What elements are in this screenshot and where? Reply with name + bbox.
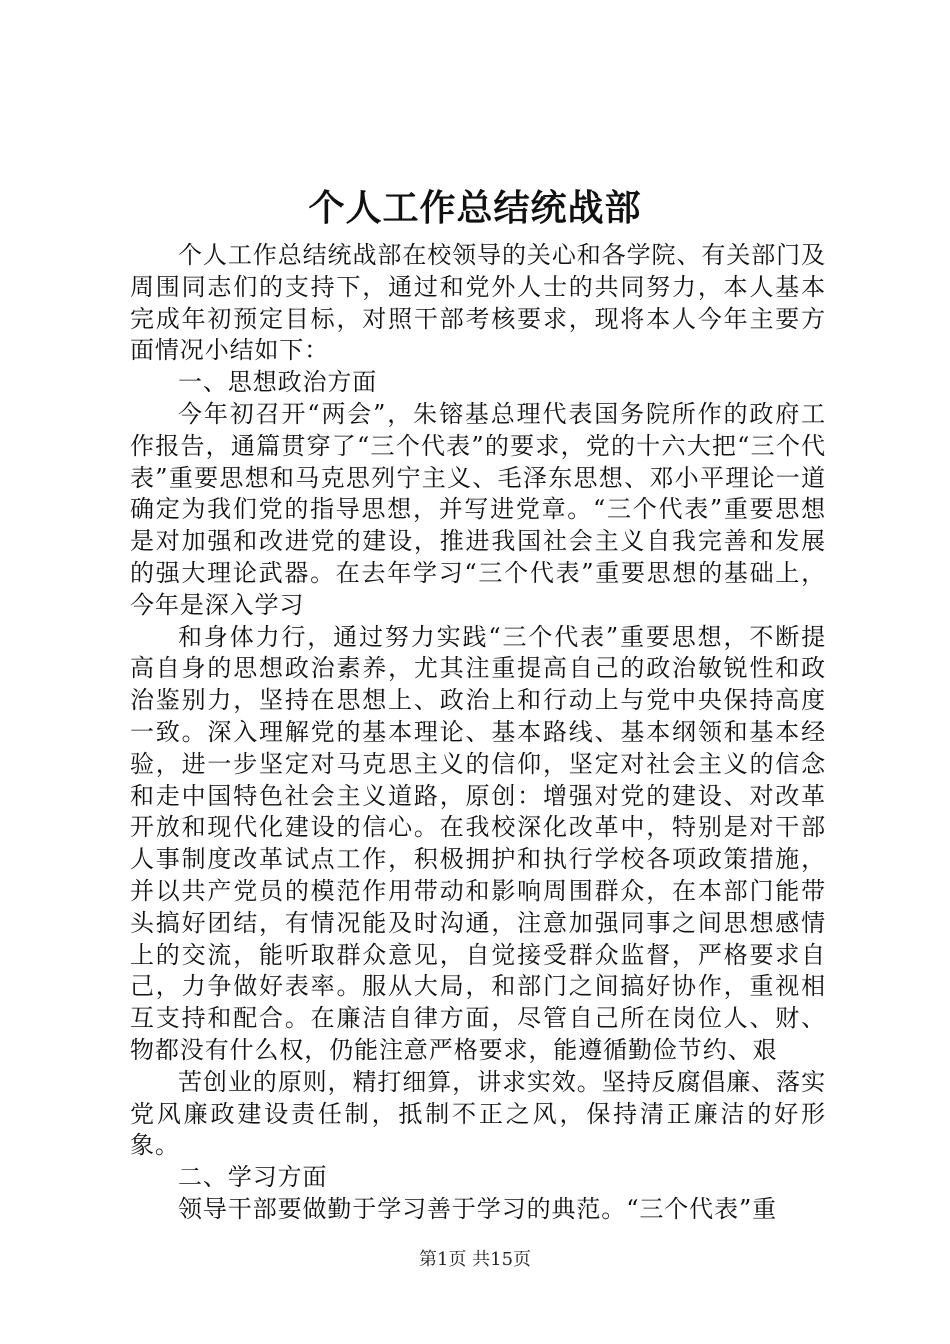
page-number-footer: 第1页 共15页 [418, 1249, 532, 1270]
section-heading-study: 二、学习方面 [178, 1163, 328, 1192]
document-body [130, 240, 826, 1226]
document-title: 个人工作总结统战部 [308, 187, 642, 229]
paragraph-intro: 个人工作总结统战部在校领导的关心和各学院、有关部门及周围同志们的支持下，通过和党外人士的共同努力，本人基本完成年初预定目标，对照干部考核要求，现将本人今年主要方面情况小结如下： [130, 241, 826, 365]
paragraph-politics-1: 今年初召开“两会”，朱镕基总理代表国务院所作的政府工作报告，通篇贯穿了“三个代表”的要求，党的十六大把“三个代表”重要思想和马克思列宁主义、毛泽东思想、邓小平理论一道确定为我们党的指导思想，并写进党章。“三个代表”重要思想是对加强和改进党的建设，推进我国社会主义自我完善和发展的强大理论武器。在去年学习“三个代表”重要思想的基础上，今年是深入学习 [130, 399, 826, 619]
section-heading-politics: 一、思想政治方面 [178, 368, 378, 397]
paragraph-politics-3: 苦创业的原则，精打细算，讲求实效。坚持反腐倡廉、落实党风廉政建设责任制，抵制不正之风，保持清正廉洁的好形象。 [130, 1067, 826, 1160]
paragraph-politics-2: 和身体力行，通过努力实践“三个代表”重要思想，不断提高自身的思想政治素养，尤其注重提高自己的政治敏锐性和政治鉴别力，坚持在思想上、政治上和行动上与党中央保持高度一致。深入理解党的基本理论、基本路线、基本纲领和基本经验，进一步坚定对马克思主义的信仰，坚定对社会主义的信念和走中国特色社会主义道路，原创：增强对党的建设、对改革开放和现代化建设的信心。在我校深化改革中，特别是对干部人事制度改革试点工作，积极拥护和执行学校各项政策措施，并以共产党员的模范作用带动和影响周围群众，在本部门能带头搞好团结，有情况能及时沟通，注意加强同事之间思想感情上的交流，能听取群众意见，自觉接受群众监督，严格要求自己，力争做好表率。服从大局，和部门之间搞好协作，重视相互支持和配合。在廉洁自律方面，尽管自己所在岗位人、财、物都没有什么权，仍能注意严格要求，能遵循勤俭节约、艰 [130, 622, 826, 1064]
paragraph-study-1: 领导干部要做勤于学习善于学习的典范。“三个代表”重 [178, 1194, 778, 1223]
